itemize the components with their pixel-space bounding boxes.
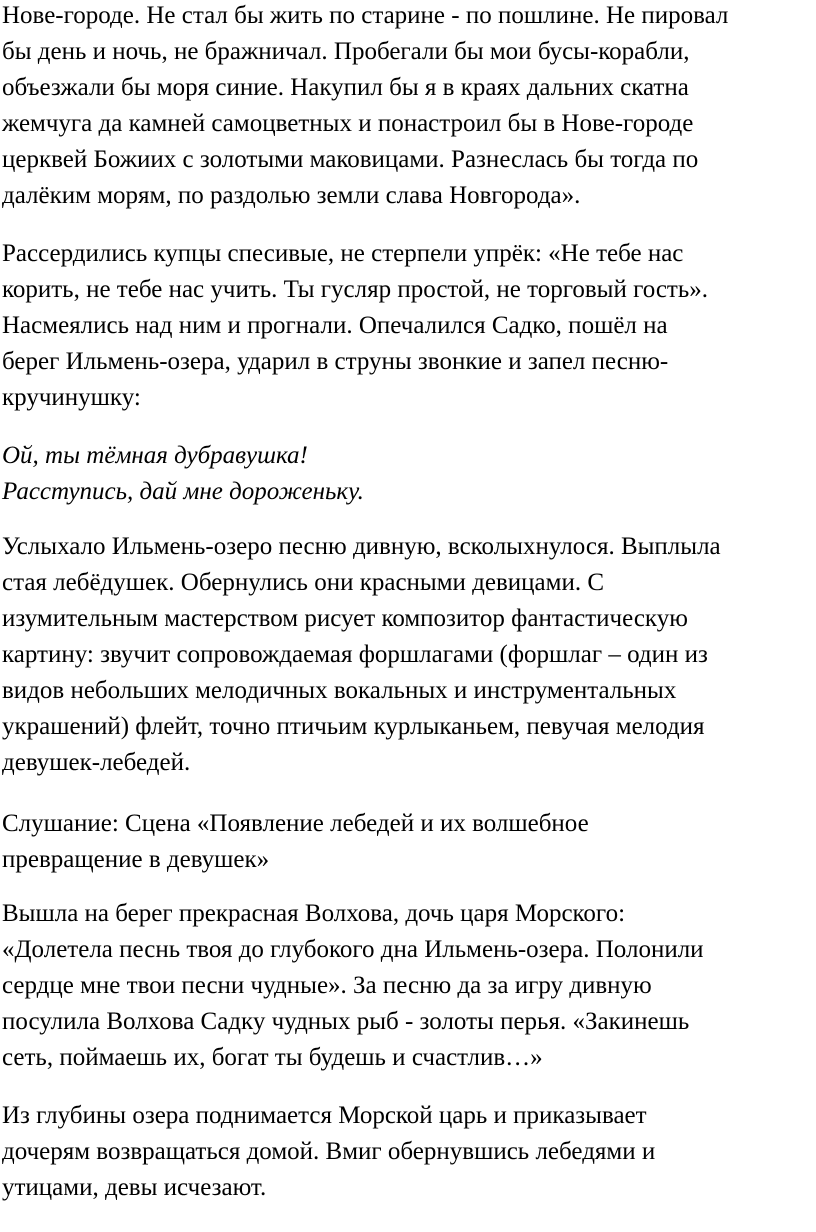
paragraph-novgorod-dream — [2, 0, 728, 214]
text-line: превращение в девушек» — [2, 846, 270, 873]
text-line: Слушание: Сцена «Появление лебедей и их волшебное — [2, 810, 589, 837]
paragraph-listening — [2, 806, 589, 878]
text-line: украшений) флейт, точно птичьим курлыканьем, певучая мелодия — [2, 713, 705, 740]
text-line: сеть, поймаешь их, богат ты будешь и счастлив…» — [2, 1044, 543, 1071]
paragraph-sea-king — [2, 1098, 655, 1206]
text-line: объезжали бы моря синие. Накупил бы я в краях дальних скатна — [2, 74, 689, 101]
paragraph-merchants-angry — [2, 236, 708, 416]
text-line: утицами, девы исчезают. — [2, 1174, 267, 1201]
text-line: Вышла на берег прекрасная Волхова, дочь царя Морского: — [2, 900, 626, 927]
text-line: посулила Волхова Садку чудных рыб - золоты перья. «Закинешь — [2, 1008, 690, 1035]
text-line: корить, не тебе нас учить. Ты гусляр простой, не торговый гость». — [2, 276, 708, 303]
text-line: жемчуга да камней самоцветных и понастроил бы в Нове-городе — [2, 110, 694, 137]
text-line: изумительным мастерством рисует композитор фантастическую — [2, 605, 688, 632]
verse-line: Расступись, дай мне дороженьку. — [2, 478, 364, 505]
verse-line: Ой, ты тёмная дубравушка! — [2, 442, 308, 469]
text-line: берег Ильмень-озера, ударил в струны звонкие и запел песню- — [2, 348, 669, 375]
text-line: девушек-лебедей. — [2, 749, 191, 776]
text-line: Рассердились купцы спесивые, не стерпели упрёк: «Не тебе нас — [2, 240, 684, 267]
text-line: стая лебёдушек. Обернулись они красными девицами. С — [2, 569, 605, 596]
text-line: Нове-городе. Не стал бы жить по старине - по пошлине. Не пировал — [2, 2, 729, 29]
text-line: кручинушку: — [2, 384, 141, 411]
text-line: видов небольших мелодичных вокальных и инструментальных — [2, 677, 677, 704]
text-line: дочерям возвращаться домой. Вмиг обернувшись лебедями и — [2, 1138, 656, 1165]
text-line: сердце мне твои песни чудные». За песню да за игру дивную — [2, 972, 652, 999]
text-line: «Долетела песнь твоя до глубокого дна Ильмень-озера. Полонили — [2, 936, 704, 963]
text-line: бы день и ночь, не бражничал. Пробегали бы мои бусы-корабли, — [2, 38, 690, 65]
text-line: картину: звучит сопровождаемая форшлагами (форшлаг – один из — [2, 641, 708, 668]
paragraph-song-verse — [2, 438, 364, 510]
paragraph-swans — [2, 529, 721, 781]
text-line: Из глубины озера поднимается Морской царь и приказывает — [2, 1102, 647, 1129]
text-line: церквей Божиих с золотыми маковицами. Разнеслась бы тогда по — [2, 146, 699, 173]
text-line: Насмеялись над ним и прогнали. Опечалился Садко, пошёл на — [2, 312, 668, 339]
paragraph-volkhova — [2, 896, 704, 1076]
text-line: Услыхало Ильмень-озеро песню дивную, всколыхнулося. Выплыла — [2, 533, 721, 560]
text-line: далёким морям, по раздолью земли слава Новгорода». — [2, 182, 581, 209]
